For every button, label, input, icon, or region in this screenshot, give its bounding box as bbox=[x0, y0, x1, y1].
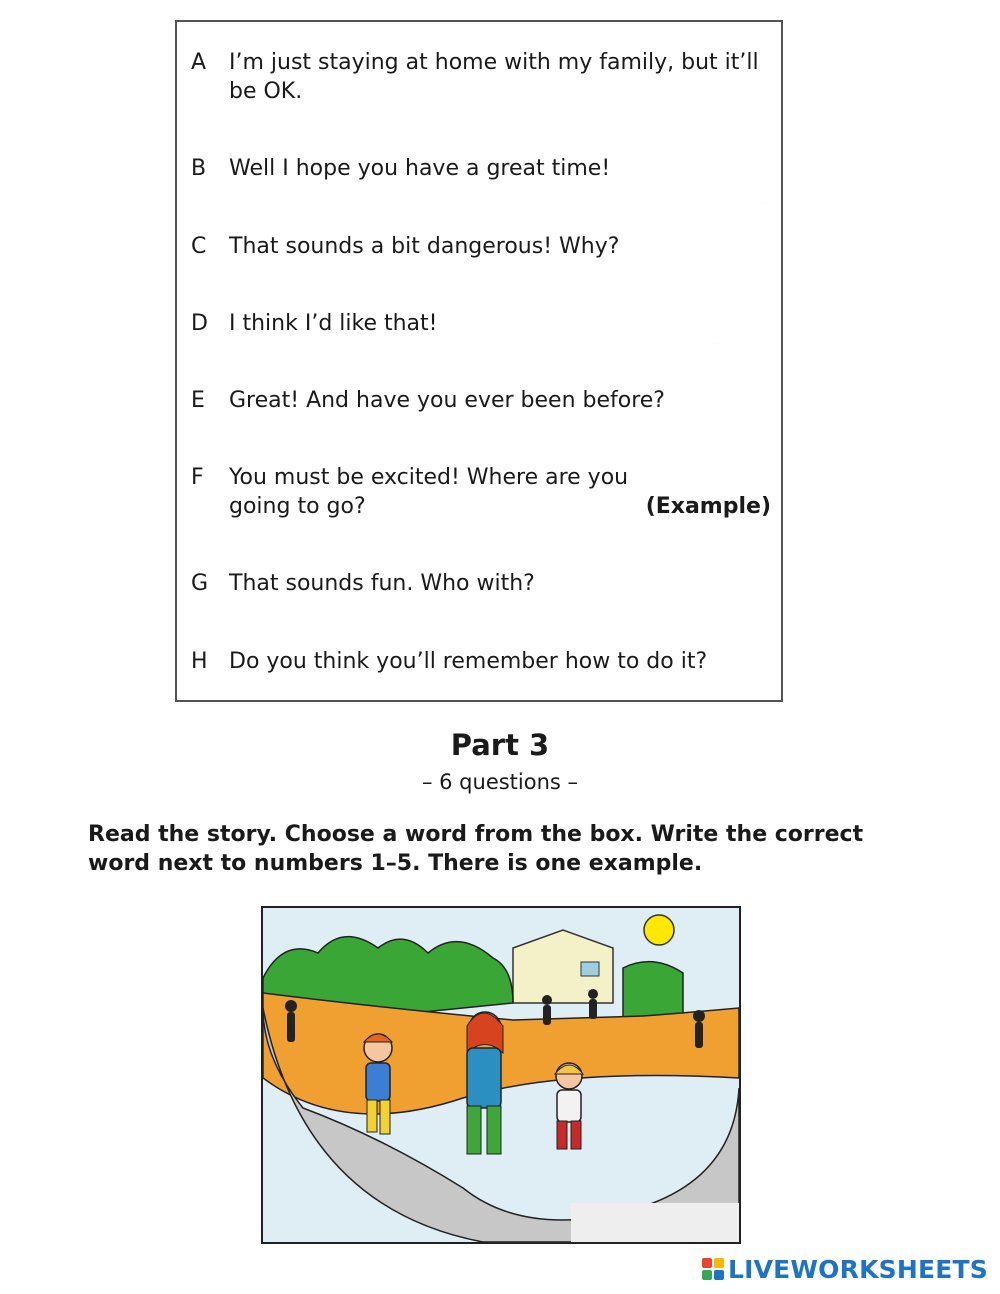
option-text: Do you think you’ll remember how to do it? bbox=[229, 649, 708, 674]
option-text: That sounds fun. Who with? bbox=[229, 571, 535, 596]
option-letter: H bbox=[191, 649, 208, 674]
logo-square bbox=[702, 1258, 712, 1268]
option-text: You must be excited! Where are you going to go? bbox=[229, 465, 629, 519]
option-h bbox=[191, 647, 771, 676]
option-text: Great! And have you ever been before? bbox=[229, 388, 665, 413]
option-letter: G bbox=[191, 571, 209, 596]
road-patch bbox=[571, 1203, 739, 1242]
bush-right bbox=[623, 962, 683, 1018]
option-text: Well I hope you have a great time! bbox=[229, 156, 611, 181]
option-letter: C bbox=[191, 234, 207, 259]
instructions: Read the story. Choose a word from the box. Write the correct word next to numbers 1–5. There is one example. bbox=[88, 822, 864, 876]
option-d bbox=[191, 309, 771, 338]
option-g bbox=[191, 569, 771, 598]
option-text: I think I’d like that! bbox=[229, 311, 438, 336]
example-tag: (Example) bbox=[645, 494, 771, 519]
option-letter: D bbox=[191, 311, 208, 336]
story-illustration bbox=[261, 906, 741, 1244]
illustration-svg bbox=[263, 908, 739, 1242]
logo-mark-icon bbox=[702, 1258, 724, 1280]
logo-square bbox=[714, 1258, 724, 1268]
option-letter: A bbox=[191, 50, 207, 75]
option-letter: B bbox=[191, 156, 207, 181]
option-text: I’m just staying at home with my family, but it’ll be OK. bbox=[229, 50, 759, 104]
options-box bbox=[175, 20, 783, 702]
option-c bbox=[191, 232, 771, 261]
logo-square bbox=[714, 1270, 724, 1280]
liveworksheets-logo bbox=[702, 1252, 988, 1286]
part-title: Part 3 bbox=[450, 728, 550, 762]
option-e bbox=[191, 386, 771, 415]
logo-square bbox=[702, 1270, 712, 1280]
part-subtitle: – 6 questions – bbox=[421, 770, 579, 794]
option-b bbox=[191, 154, 771, 183]
option-text: That sounds a bit dangerous! Why? bbox=[229, 234, 620, 259]
school-window bbox=[581, 962, 599, 976]
logo-text: LIVEWORKSHEETS bbox=[727, 1254, 988, 1284]
option-letter: E bbox=[191, 388, 205, 413]
option-f bbox=[191, 463, 771, 521]
option-a bbox=[191, 48, 771, 106]
option-letter: F bbox=[191, 465, 204, 490]
sun-icon bbox=[644, 915, 674, 945]
